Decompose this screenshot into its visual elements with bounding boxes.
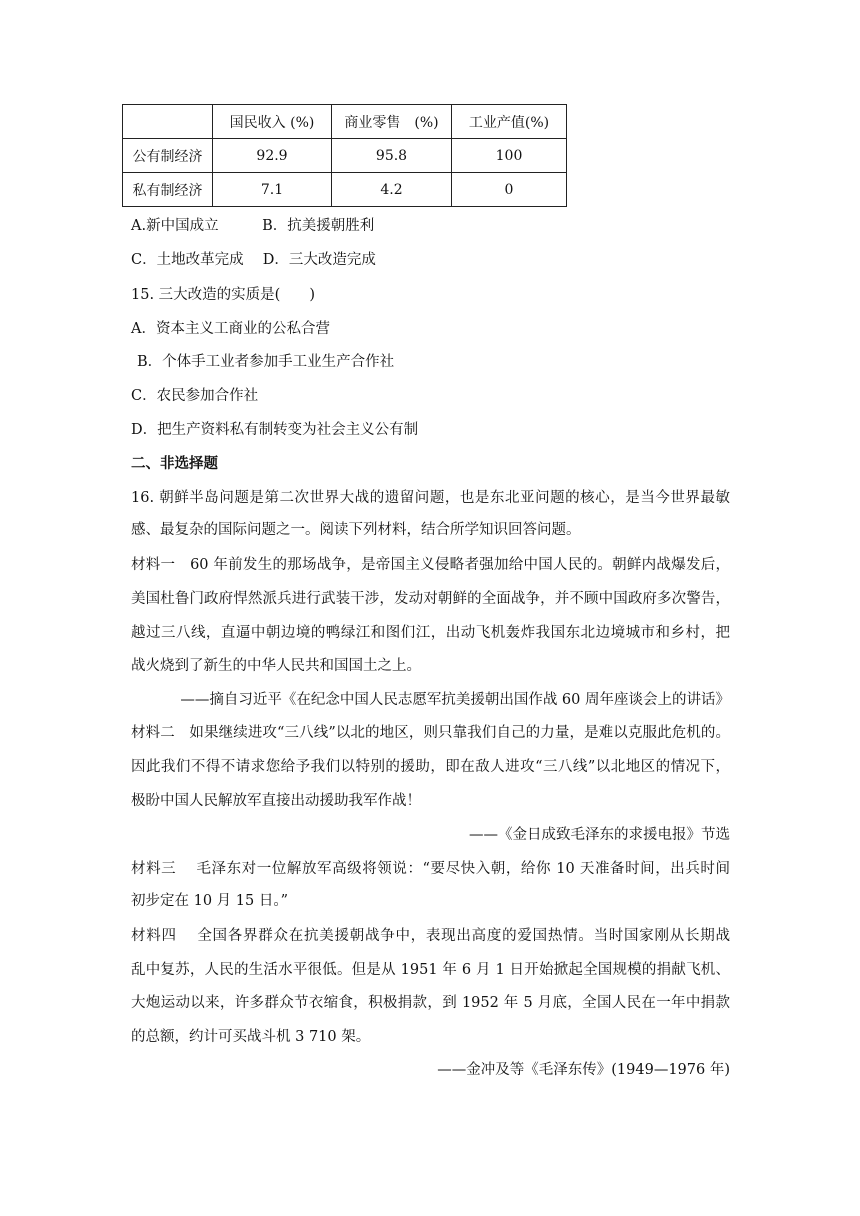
q15-option-b: B．个体手工业者参加手工业生产合作社 [137,354,395,370]
table-cell: 100 [452,139,567,173]
table-header-cell: 国民收入 (%) [213,105,332,139]
table-row [123,139,567,173]
material-1-source: ——摘自习近平《在纪念中国人民志愿军抗美援朝出国作战 60 周年座谈会上的讲话》 [180,692,730,708]
material-4-line: 的总额，约计可买战斗机 3 710 架。 [131,1029,371,1045]
table-cell: 95.8 [332,139,452,173]
table-row [123,173,567,207]
table-cell: 92.9 [213,139,332,173]
material-2-line: 材料二 如果继续进攻“三八线”以北的地区，则只靠我们自己的力量，是难以克服此危机的。 [131,725,730,741]
material-2-source: ——《金日成致毛泽东的求援电报》节选 [469,827,730,843]
section-heading: 二、非选择题 [131,455,218,472]
material-1-line: 越过三八线，直逼中朝边境的鸭绿江和图们江，出动飞机轰炸我国东北边境城市和乡村，把 [131,625,730,641]
table-cell: 0 [452,173,567,207]
material-1-line: 美国杜鲁门政府悍然派兵进行武装干涉，发动对朝鲜的全面战争，并不顾中国政府多次警告， [131,591,730,607]
material-4-line: 乱中复苏，人民的生活水平很低。但是从 1951 年 6 月 1 日开始掀起全国规模的捐献飞机、 [131,962,730,978]
q16-intro-line: 感、最复杂的国际问题之一。阅读下列材料，结合所学知识回答问题。 [131,522,581,538]
q15-option-a: A．资本主义工商业的公私合营 [131,321,330,337]
q16-intro-line: 16. 朝鲜半岛问题是第二次世界大战的遗留问题，也是东北亚问题的核心，是当今世界最敏 [131,490,730,506]
material-4-line: 材料四 全国各界群众在抗美援朝战争中，表现出高度的爱国热情。当时国家刚从长期战 [131,928,730,944]
table-header-cell [123,105,213,139]
q15-option-d: D．把生产资料私有制转变为社会主义公有制 [131,422,419,438]
material-3-line: 初步定在 10 月 15 日。” [131,893,289,909]
table-row-label: 公有制经济 [123,139,213,173]
material-3-line: 材料三 毛泽东对一位解放军高级将领说：“要尽快入朝，给你 10 天准备时间，出兵时间 [131,861,730,877]
table-header-cell: 商业零售 (%) [332,105,452,139]
q14-options-row1: A.新中国成立 B．抗美援朝胜利 [131,218,375,234]
table-header-row [123,105,567,139]
table-cell: 4.2 [332,173,452,207]
table-row-label: 私有制经济 [123,173,213,207]
material-2-line: 因此我们不得不请求您给予我们以特别的援助，即在敌人进攻“三八线”以北地区的情况下， [131,759,730,775]
table-cell: 7.1 [213,173,332,207]
q15-option-c: C．农民参加合作社 [131,388,259,404]
economy-share-table [122,104,567,207]
material-2-line: 极盼中国人民解放军直接出动援助我军作战！ [131,793,421,809]
table-header-cell: 工业产值(%) [452,105,567,139]
q15-stem: 15. 三大改造的实质是( ) [131,287,315,303]
material-1-line: 战火烧到了新生的中华人民共和国国土之上。 [131,658,421,674]
q14-options-row2: C．土地改革完成 D．三大改造完成 [131,252,376,268]
material-4-source: ——金冲及等《毛泽东传》(1949—1976 年) [437,1062,730,1078]
material-1-line: 材料一 60 年前发生的那场战争，是帝国主义侵略者强加给中国人民的。朝鲜内战爆发后， [131,557,730,573]
material-4-line: 大炮运动以来，许多群众节衣缩食，积极捐款，到 1952 年 5 月底，全国人民在一年中捐款 [131,995,730,1011]
